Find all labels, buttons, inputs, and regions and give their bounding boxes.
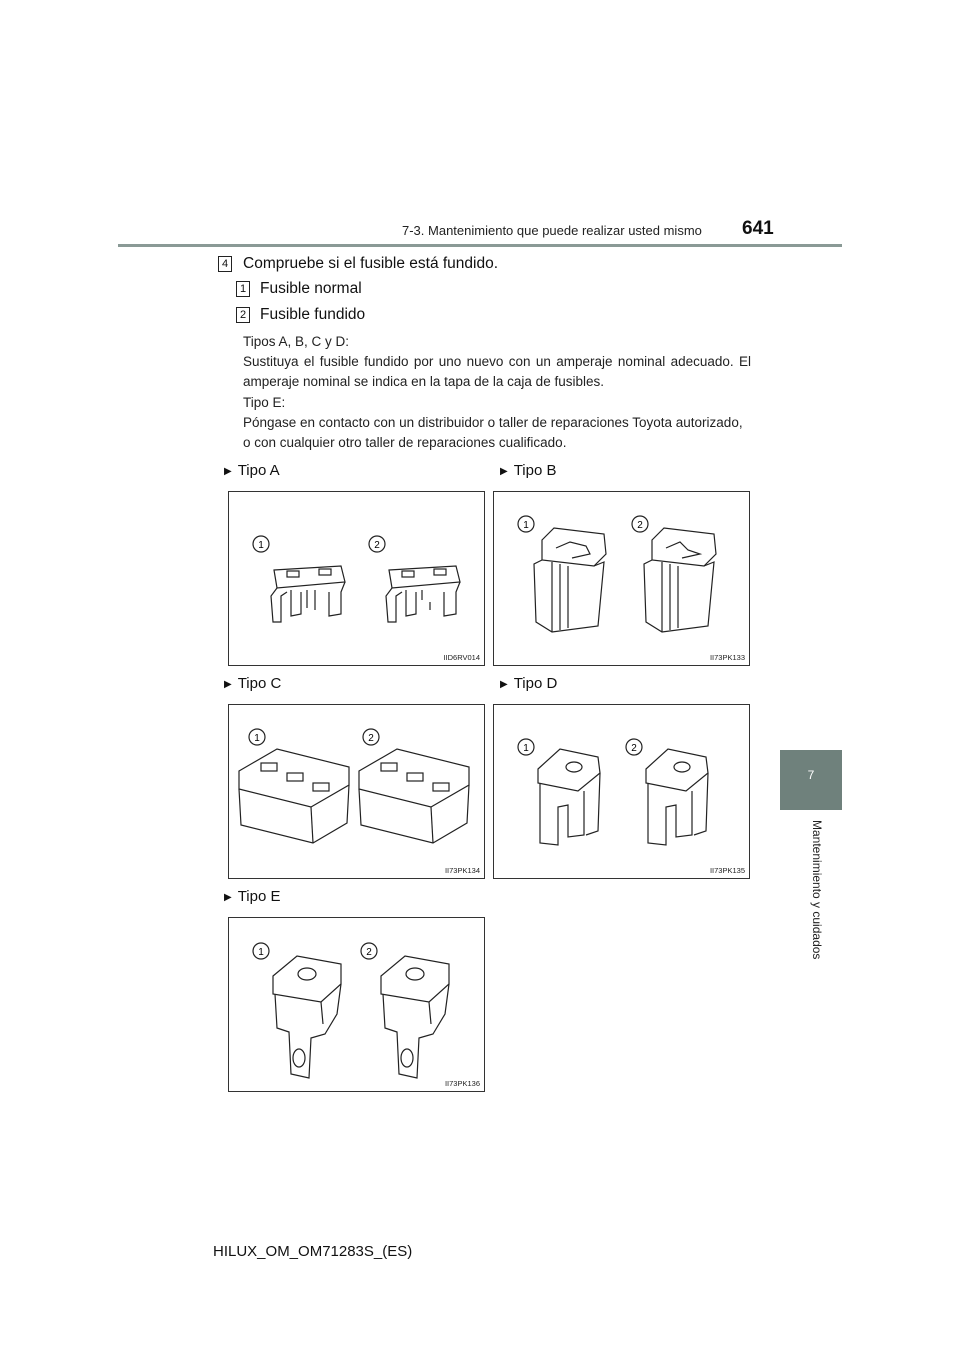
triangle-bullet-icon: ▶ bbox=[500, 679, 508, 690]
figure-type-a bbox=[228, 491, 485, 666]
triangle-bullet-icon: ▶ bbox=[224, 679, 232, 690]
note-abcd-body: Sustituya el fusible fundido por uno nuevo con un amperaje nominal adecuado. El amperaje nominal se indica en la tapa de la caja de fusibles. bbox=[243, 354, 751, 389]
fuse-type-e-illustration bbox=[229, 918, 486, 1093]
figure-label-d: ▶ Tipo D bbox=[500, 675, 558, 692]
figure-type-d bbox=[493, 704, 750, 879]
callout-2: 2 bbox=[637, 520, 643, 531]
callout-1: 1 bbox=[258, 947, 264, 958]
item-text-2: Fusible fundido bbox=[260, 306, 366, 323]
figure-label-a: ▶ Tipo A bbox=[224, 462, 280, 479]
note-e bbox=[243, 393, 751, 453]
note-e-body: Póngase en contacto con un distribuidor o taller de reparaciones Toyota autorizado, o con cualquier otro taller de reparaciones cualificado. bbox=[243, 415, 743, 450]
figure-label-c: ▶ Tipo C bbox=[224, 675, 282, 692]
section-title: 7-3. Mantenimiento que puede realizar usted mismo bbox=[402, 223, 702, 238]
step-number-box: 4 bbox=[218, 256, 232, 272]
step-text: Compruebe si el fusible está fundido. bbox=[243, 255, 499, 272]
figure-type-b bbox=[493, 491, 750, 666]
fuse-type-a-illustration bbox=[229, 492, 486, 667]
item-number-2: 2 bbox=[236, 307, 250, 323]
callout-1: 1 bbox=[258, 540, 264, 551]
page-number: 641 bbox=[742, 218, 774, 239]
chapter-label: Mantenimiento y cuidados bbox=[810, 820, 824, 960]
figure-type-e bbox=[228, 917, 485, 1092]
chapter-number: 7 bbox=[807, 768, 815, 782]
item-text-1: Fusible normal bbox=[260, 280, 362, 297]
callout-2: 2 bbox=[631, 743, 637, 754]
fuse-type-b-illustration bbox=[494, 492, 751, 667]
figure-label-e: ▶ Tipo E bbox=[224, 888, 281, 905]
fuse-type-c-illustration bbox=[229, 705, 486, 880]
note-e-title: Tipo E: bbox=[243, 395, 286, 410]
figure-label-b: ▶ Tipo B bbox=[500, 462, 557, 479]
note-abcd bbox=[243, 332, 751, 392]
header-divider bbox=[118, 244, 842, 247]
callout-1: 1 bbox=[523, 520, 529, 531]
triangle-bullet-icon: ▶ bbox=[224, 466, 232, 477]
document-footer: HILUX_OM_OM71283S_(ES) bbox=[213, 1243, 413, 1260]
callout-1: 1 bbox=[523, 743, 529, 754]
figure-code: II73PK134 bbox=[444, 866, 480, 875]
callout-2: 2 bbox=[366, 947, 372, 958]
note-abcd-title: Tipos A, B, C y D: bbox=[243, 334, 350, 349]
figure-code: II73PK133 bbox=[709, 653, 745, 662]
callout-1: 1 bbox=[254, 733, 260, 744]
fuse-type-d-illustration bbox=[494, 705, 751, 880]
figure-type-c bbox=[228, 704, 485, 879]
callout-2: 2 bbox=[374, 540, 380, 551]
item-number-1: 1 bbox=[236, 281, 250, 297]
triangle-bullet-icon: ▶ bbox=[224, 892, 232, 903]
figure-code: II73PK136 bbox=[444, 1079, 480, 1088]
figure-code: IID6RV014 bbox=[443, 653, 480, 662]
figure-code: II73PK135 bbox=[709, 866, 745, 875]
triangle-bullet-icon: ▶ bbox=[500, 466, 508, 477]
callout-2: 2 bbox=[368, 733, 374, 744]
